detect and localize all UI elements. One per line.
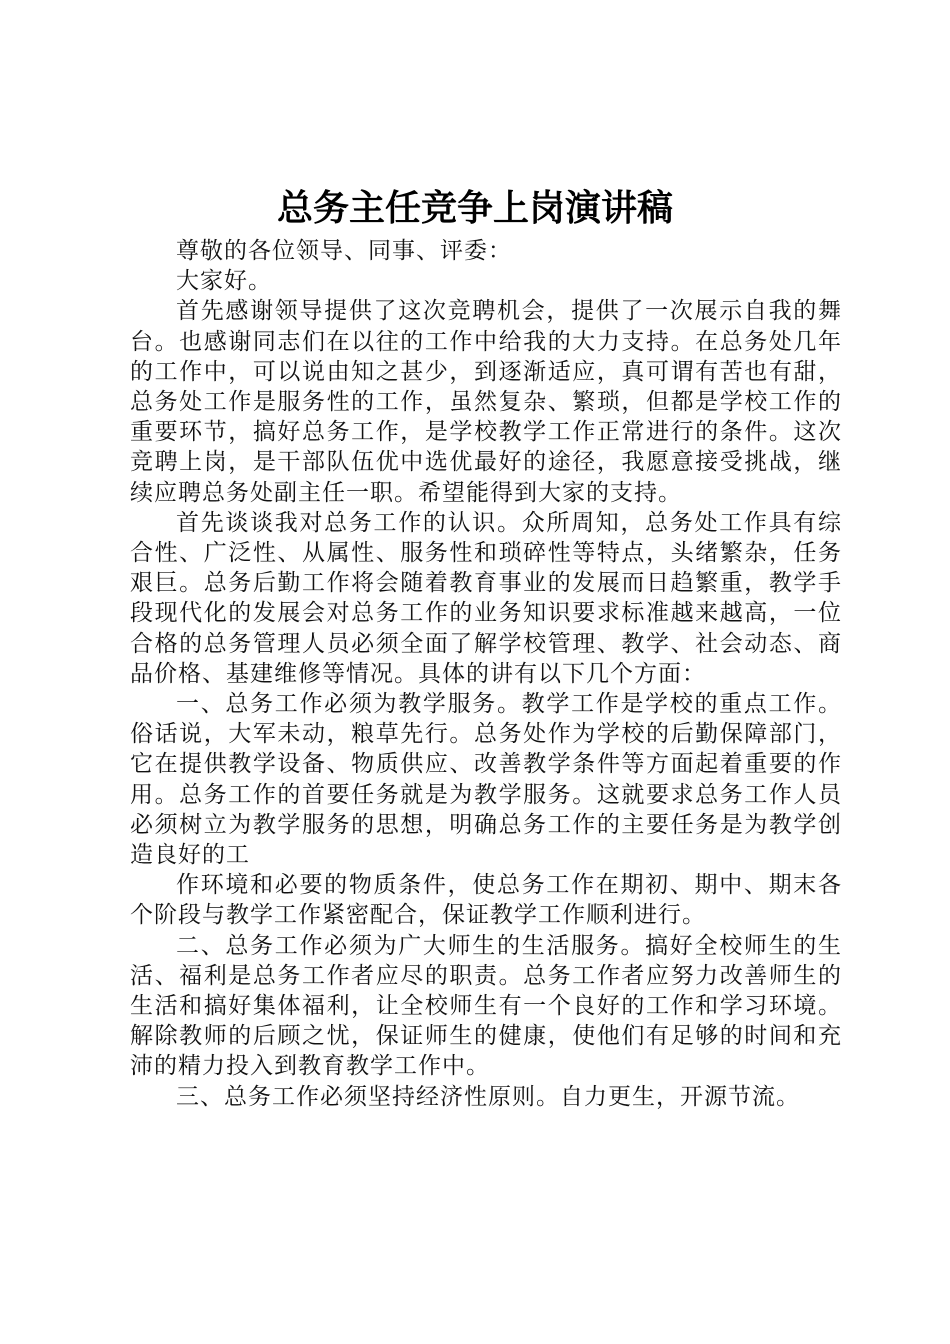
paragraph-point-two: 二、总务工作必须为广大师生的生活服务。搞好全校师生的生活、福利是总务工作者应尽的职责。总务工作者应努力改善师生的生活和搞好集体福利，让全校师生有一个良好的工作和学习环境。解除教师的后顾之忧，保证师生的健康，使他们有足够的时间和充沛的精力投入到教育教学工作中。 (130, 932, 842, 1080)
paragraph-point-one-cont: 作环境和必要的物质条件，使总务工作在期初、期中、期末各个阶段与教学工作紧密配合，保证教学工作顺利进行。 (130, 872, 842, 929)
paragraph-point-three: 三、总务工作必须坚持经济性原则。自力更生，开源节流。 (176, 1083, 800, 1110)
paragraph-greeting: 大家好。 (176, 268, 272, 295)
paragraph-salutation: 尊敬的各位领导、同事、评委： (176, 238, 512, 264)
document-title: 总务主任竞争上岗演讲稿 (276, 187, 673, 229)
paragraph-understanding: 首先谈谈我对总务工作的认识。众所周知，总务处工作具有综合性、广泛性、从属性、服务性和琐碎性等特点，头绪繁杂，任务艰巨。总务后勤工作将会随着教育事业的发展而日趋繁重，教学手段现代化的发展会对总务工作的业务知识要求标准越来越高，一位合格的总务管理人员必须全面了解学校管理、教学、社会动态、商品价格、基建维修等情况。具体的讲有以下几个方面： (130, 509, 842, 687)
paragraph-point-one: 一、总务工作必须为教学服务。教学工作是学校的重点工作。俗话说，大军未动，粮草先行。总务处作为学校的后勤保障部门，它在提供教学设备、物质供应、改善教学条件等方面起着重要的作用。总务工作的首要任务就是为教学服务。这就要求总务工作人员必须树立为教学服务的思想，明确总务工作的主要任务是为教学创造良好的工 (130, 691, 842, 869)
paragraph-intro: 首先感谢领导提供了这次竞聘机会，提供了一次展示自我的舞台。也感谢同志们在以往的工作中给我的大力支持。在总务处几年的工作中，可以说由知之甚少，到逐渐适应，真可谓有苦也有甜，总务处工作是服务性的工作，虽然复杂、繁琐，但都是学校工作的重要环节，搞好总务工作，是学校教学工作正常进行的条件。这次竞聘上岗，是干部队伍优中选优最好的途径，我愿意接受挑战，继续应聘总务处副主任一职。希望能得到大家的支持。 (130, 298, 842, 506)
document-body (130, 236, 842, 1112)
